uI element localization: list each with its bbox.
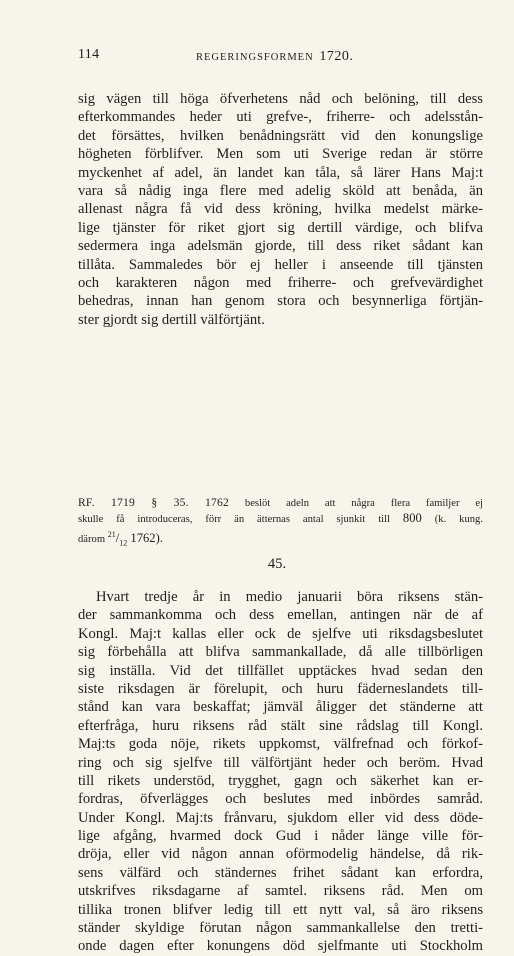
text-line: sig vägen till höga öfverhetens nåd och belöning, till dess xyxy=(78,91,483,107)
text-line: vara så nådig inga flere med adelig sköld att benåda, än xyxy=(78,182,483,199)
text-line: Under Kongl. Maj:ts frånvaru, sjukdom eller vid dess döde- xyxy=(78,809,483,826)
note-text: skulle få introduceras, förr än ätternas antal sjunkit till xyxy=(78,513,390,525)
note-date-year: 1762). xyxy=(130,530,163,545)
text-line: Kongl. Maj:t kallas eller ock de sjelfve uti riksdagsbeslutet xyxy=(78,625,483,642)
note-number: 800 xyxy=(402,510,422,525)
text-line: högheten förblifver. Men som uti Sverige redan är större xyxy=(78,146,483,163)
note-reference: RF. 1719 § 35. 1762 xyxy=(78,496,230,509)
text-line: tillåta. Sammaledes bör ej heller i anseende till tjänsten xyxy=(78,256,483,273)
text-line: fordras, öfverlägges och beslutes med inbördes samråd. xyxy=(78,791,483,808)
text-line: lige tjänster för riket gjort sig dertill värdige, och blifva xyxy=(78,219,483,236)
note-date-month: 12 xyxy=(119,538,128,548)
text-line: sig inställa. Vid det tillfället upptäckes hvad sedan den xyxy=(78,662,483,679)
note-date: $^{21}/_{12}$ 1762). xyxy=(107,529,163,548)
text-line: Hvart tredje år in medio januarii böra riksens stän- xyxy=(96,589,483,605)
note-line xyxy=(78,495,483,511)
text-line: ständer skyldige förutan någon sammankallelse den tretti- xyxy=(78,920,483,937)
note-date-day: 21 xyxy=(107,529,116,539)
text-line: sig förbehålla att blifva sammankallade, då alle tillbörligen xyxy=(78,644,483,661)
section-heading-45: 45. xyxy=(267,556,287,572)
text-line: tillika tronen blifver ledig till ett nytt val, så äro riksens xyxy=(78,901,483,918)
text-line: siste riksdagen är förelupit, och huru fäderneslandets till- xyxy=(78,680,483,697)
text-line: det försättes, hvilken benådningsrätt vid den konungslige xyxy=(78,127,483,144)
page-number: 114 xyxy=(78,47,100,62)
note-text: därom xyxy=(78,533,106,545)
text-line: behedras, innan han genom stora och besynnerliga förtjän- xyxy=(78,293,483,310)
text-line: ring och sig sjelfve till välförtjänt heder och beröm. Hvad xyxy=(78,754,483,771)
text-line: lige afgång, hvarmed dock Gud i nåder länge ville för- xyxy=(78,828,483,845)
text-line: och karakteren någon med friherre- och grefvevärdighet xyxy=(78,274,483,291)
paragraph-article-45 xyxy=(78,588,483,956)
text-line: sens välfärd och ständernes frihet sådant kan erfordra, xyxy=(78,864,483,881)
paragraph-article-44-end xyxy=(78,90,483,329)
running-title-year: 1720. xyxy=(319,49,354,64)
text-line: dröja, eller vid någon annan oförmodelig händelse, då rik- xyxy=(78,846,483,863)
running-title xyxy=(196,49,353,65)
note-text: beslöt adeln att några flera familjer ej xyxy=(244,498,483,509)
text-line: stånd kan vara beskaffat; jämväl åligger det ständerne att xyxy=(78,699,483,716)
note-line xyxy=(78,511,483,527)
text-line: efterkommandes heder uti grefve-, friherre- och adelsstån- xyxy=(78,109,483,126)
note-text: (k. kung. xyxy=(434,513,483,525)
text-line: till rikets understöd, trygghet, gagn och säkerhet kan er- xyxy=(78,772,483,789)
text-line: onde dagen efter konungens död sjelfmante uti Stockholm xyxy=(78,938,483,955)
text-line: sedermera inga adelsmän gjorde, till dess riket sådant kan xyxy=(78,238,483,255)
text-line: allenast några få vid dess kröning, hvilka medelst märke- xyxy=(78,201,483,218)
text-line: ster gjordt sig dertill välförtjänt. xyxy=(78,311,265,328)
text-line: Maj:ts goda nöje, rikets uppkomst, välfrefnad och förkof- xyxy=(78,736,483,753)
note-line xyxy=(78,527,483,548)
running-title-text: REGERINGSFORMEN xyxy=(196,52,314,63)
text-line: utskrifves riksdagarne af samtel. riksens råd. Men om xyxy=(78,883,483,900)
text-line: der sammankomma och dess emellan, antingen när de af xyxy=(78,607,483,624)
editorial-note xyxy=(78,495,483,548)
text-line: efterfråga, huru riksens råd stält sine rådslag till Kongl. xyxy=(78,717,483,734)
running-head xyxy=(78,47,478,69)
text-line: myckenhet af adel, än landet kan tåla, så lärer Hans Maj:t xyxy=(78,164,483,181)
